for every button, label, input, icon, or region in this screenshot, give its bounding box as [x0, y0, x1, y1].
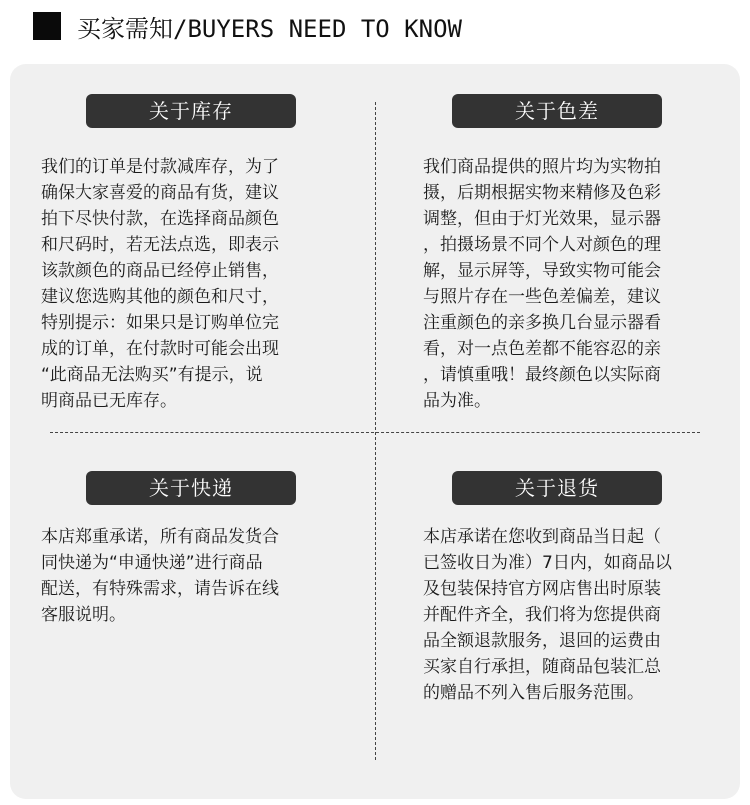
section-body-color: 我们商品提供的照片均为实物拍 摄，后期根据实物来精修及色彩 调整，但由于灯光效果，显示器 ，拍摄场景不同个人对颜色的理 解，显示屏等，导致实物可能会 与照片存在一些色差偏差，建议 注重颜色的亲多换几台显示器看 看，对一点色差都不能容忍的亲 ，请慎重哦！最终颜色以实际商 品为准。 [423, 157, 661, 411]
section-body-stock: 我们的订单是付款减库存，为了 确保大家喜爱的商品有货，建议 拍下尽快付款，在选择商品颜色 和尺码时，若无法点选，即表示 该款颜色的商品已经停止销售， 建议您选购其他的颜色和尺寸， 特别提示：如果只是订购单位完 成的订单，在付款时可能会出现 “此商品无法购买”有提示，说 明商品已无库存。 [41, 157, 279, 411]
header-square-icon [33, 12, 61, 40]
page-header [33, 8, 462, 44]
section-title-color: 关于色差 [452, 94, 662, 128]
section-title-returns: 关于退货 [452, 471, 662, 505]
section-body-returns: 本店承诺在您收到商品当日起（ 已签收日为准）7日内，如商品以 及包装保持官方网店售出时原装 并配件齐全，我们将为您提供商 品全额退款服务，退回的运费由 买家自行承担，随商品包装汇总 的赠品不列入售后服务范围。 [423, 527, 672, 703]
vertical-divider [375, 102, 376, 760]
page-title: 买家需知/BUYERS NEED TO KNOW [77, 14, 462, 43]
section-title-stock: 关于库存 [86, 94, 296, 128]
section-body-delivery: 本店郑重承诺，所有商品发货合 同快递为“申通快递”进行商品 配送，有特殊需求，请告诉在线 客服说明。 [41, 527, 279, 625]
section-title-delivery: 关于快递 [86, 471, 296, 505]
horizontal-divider [50, 432, 700, 433]
